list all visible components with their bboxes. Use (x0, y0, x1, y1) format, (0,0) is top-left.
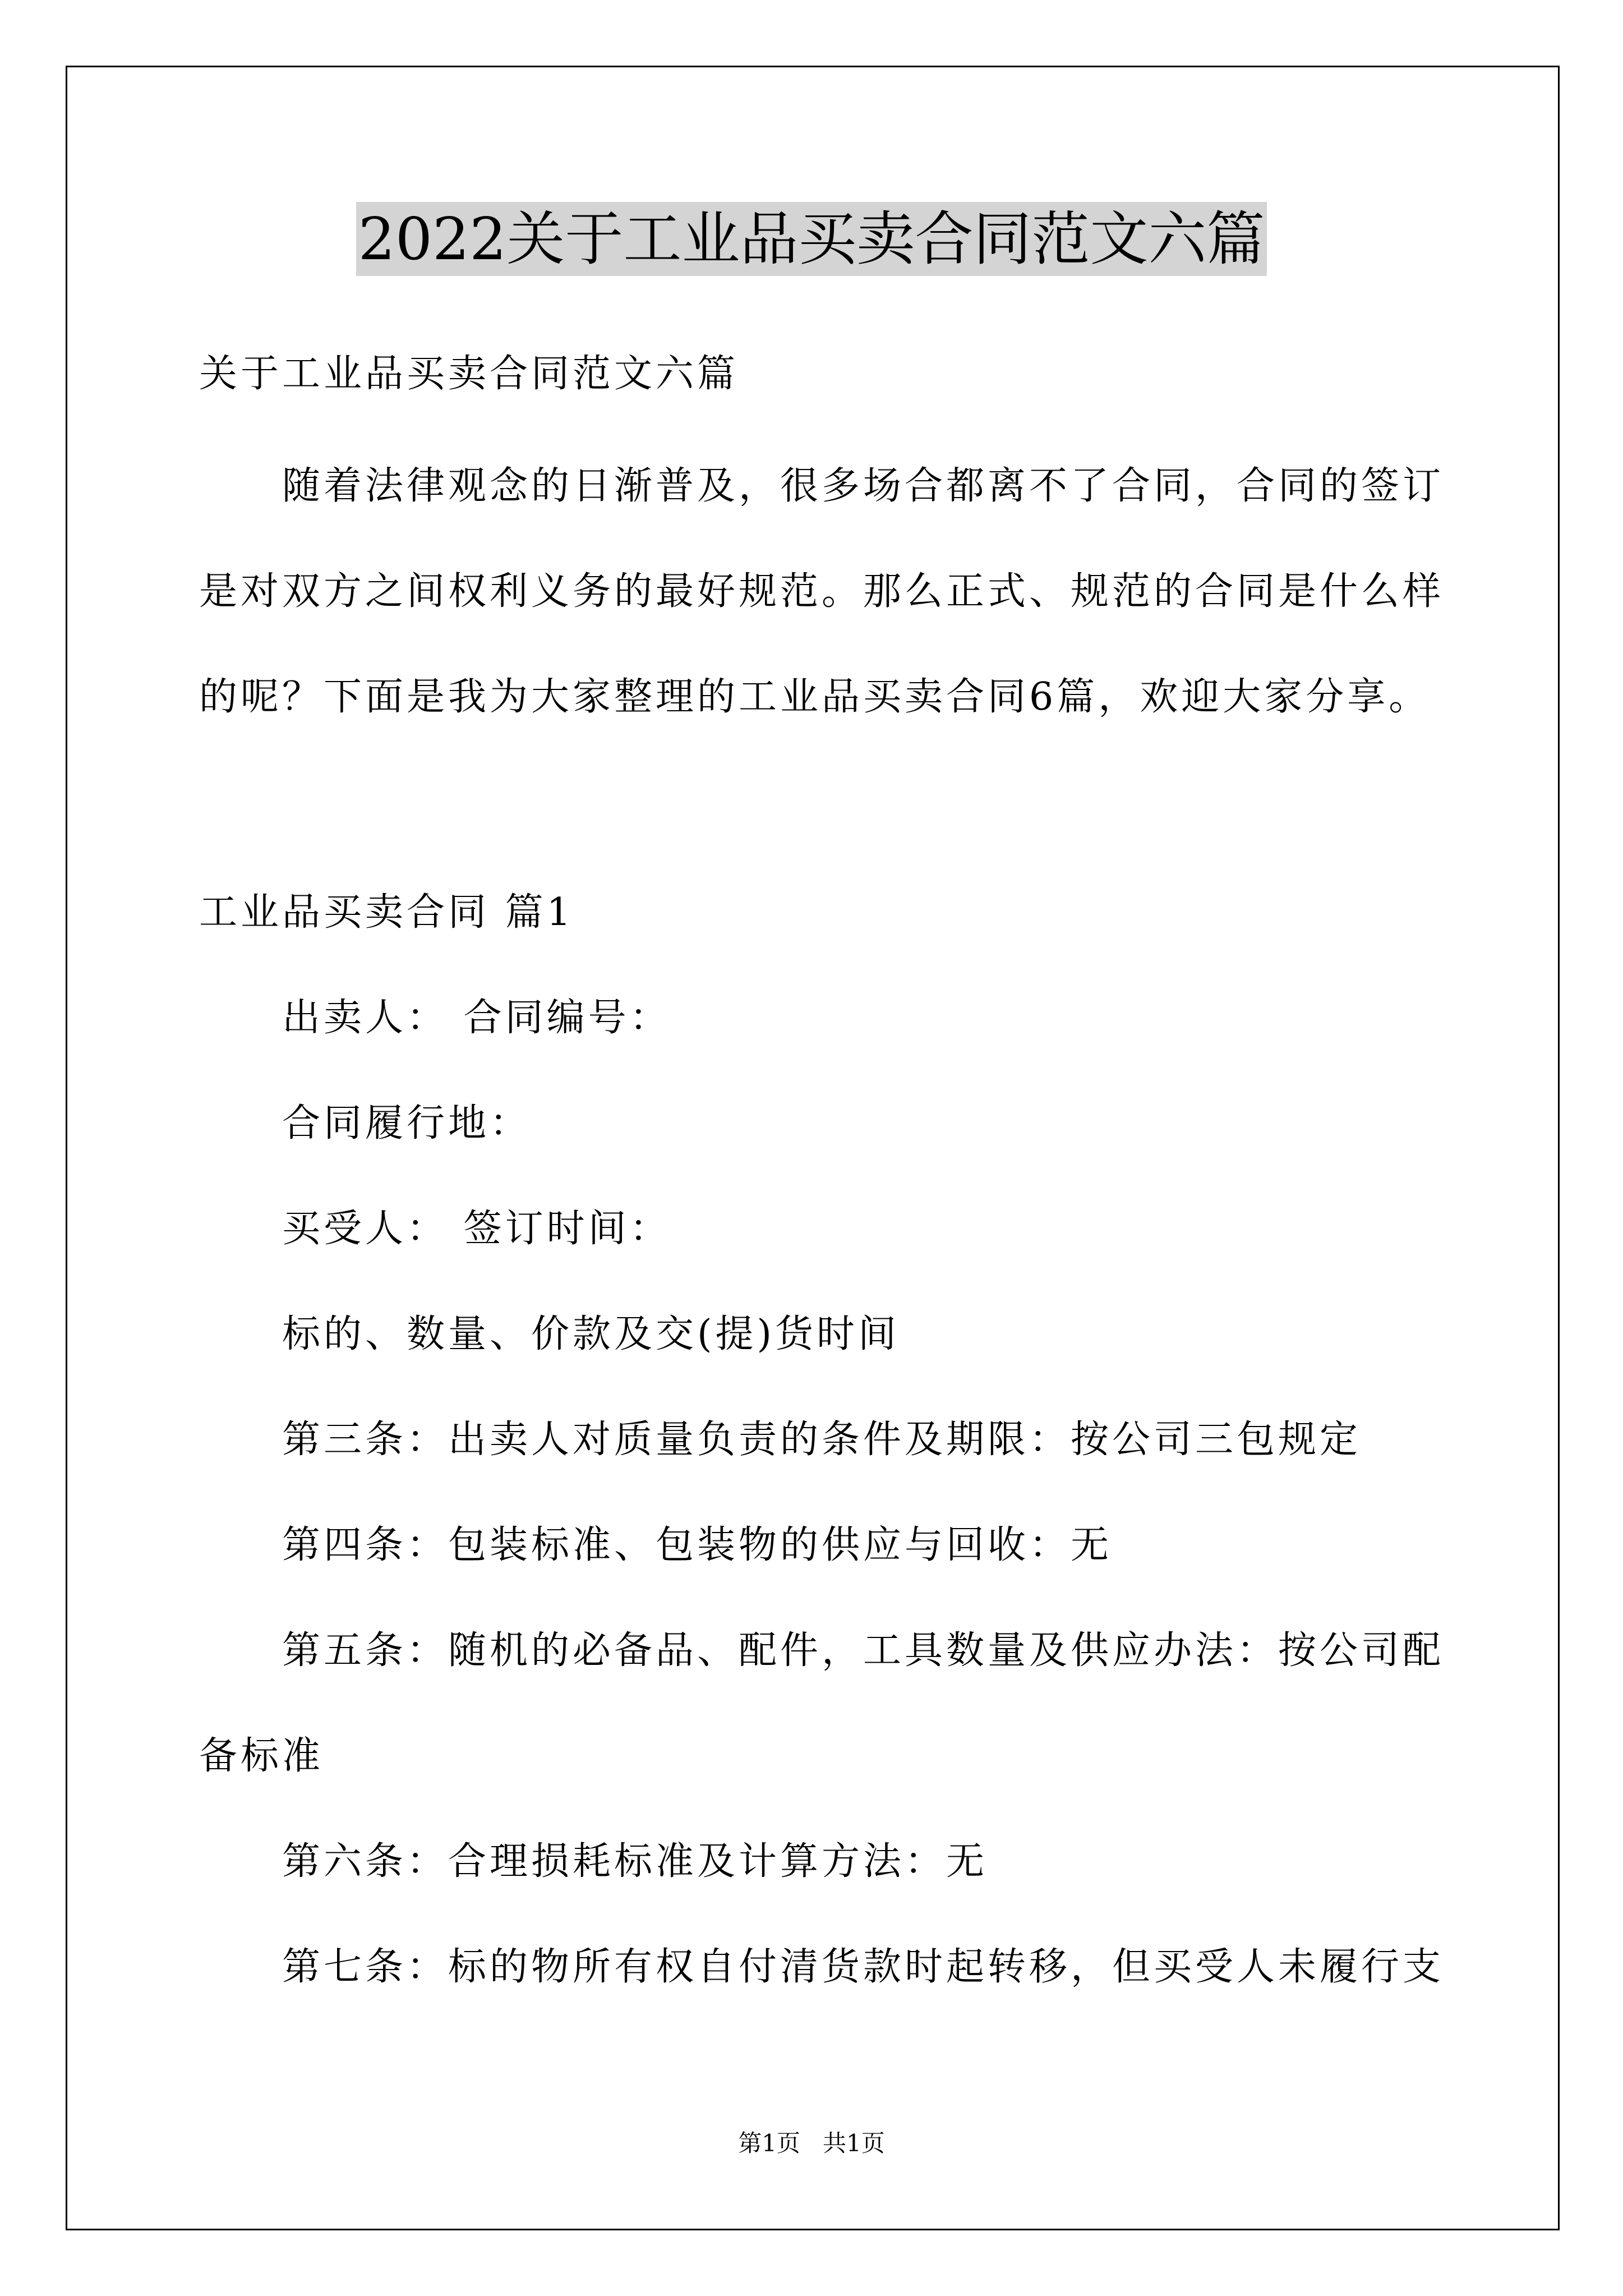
section-heading: 工业品买卖合同 篇1 (199, 890, 574, 935)
title-container (0, 202, 1623, 276)
article-5-continued: 备标准 (199, 1734, 324, 1778)
intro-line-1: 随着法律观念的日渐普及，很多场合都离不了合同，合同的签订 (282, 464, 1445, 508)
body-line-buyer: 买受人： 签订时间： (282, 1207, 671, 1251)
intro-line-2: 是对双方之间权利义务的最好规范。那么正式、规范的合同是什么样 (199, 569, 1445, 614)
article-5: 第五条：随机的必备品、配件，工具数量及供应办法：按公司配 (282, 1628, 1445, 1673)
intro-line-3: 的呢？下面是我为大家整理的工业品买卖合同6篇，欢迎大家分享。 (199, 675, 1431, 719)
body-line-subject: 标的、数量、价款及交(提)货时间 (282, 1312, 900, 1356)
article-3: 第三条：出卖人对质量负责的条件及期限：按公司三包规定 (282, 1418, 1362, 1462)
body-line-seller: 出卖人： 合同编号： (282, 996, 671, 1040)
article-7: 第七条：标的物所有权自付清货款时起转移，但买受人未履行支 (282, 1945, 1445, 1989)
document-subtitle: 关于工业品买卖合同范文六篇 (199, 352, 739, 396)
body-line-place: 合同履行地： (282, 1101, 532, 1145)
page-footer: 第1页 共1页 (738, 2129, 885, 2157)
article-4: 第四条：包装标准、包装物的供应与回收：无 (282, 1523, 1113, 1567)
document-title: 2022关于工业品买卖合同范文六篇 (356, 202, 1267, 276)
article-6: 第六条：合理损耗标准及计算方法：无 (282, 1839, 988, 1884)
